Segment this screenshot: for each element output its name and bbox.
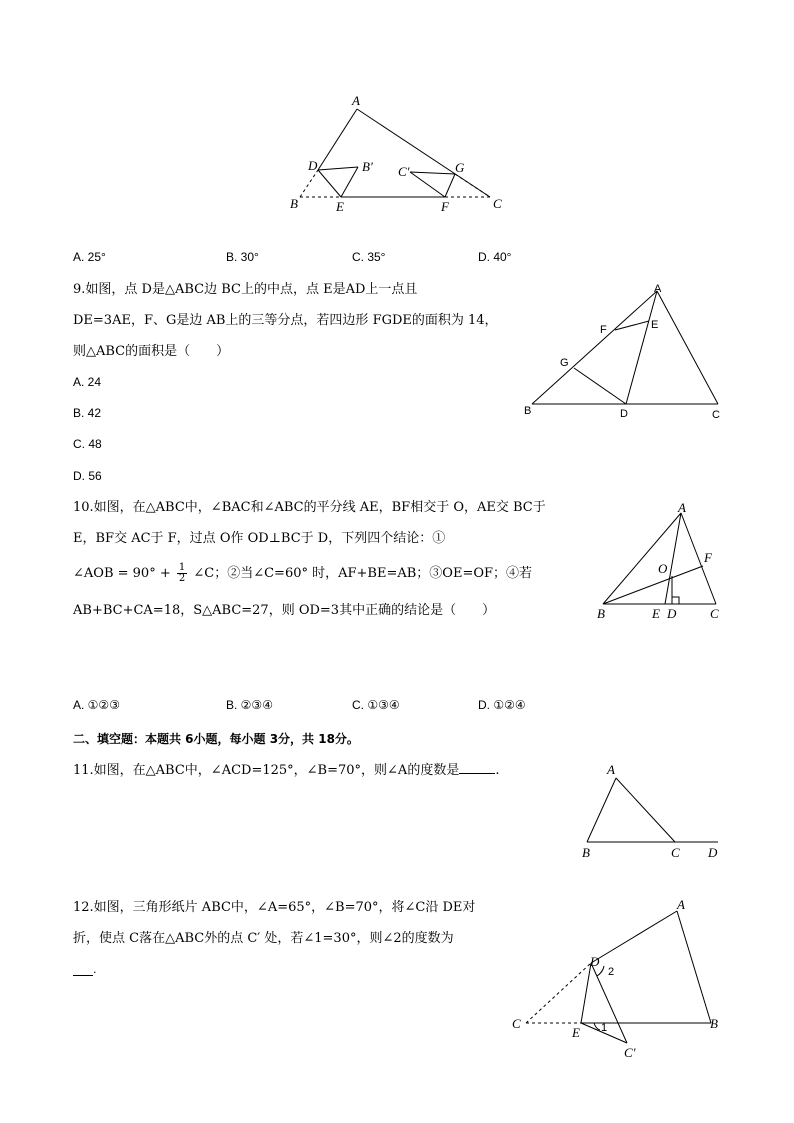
- q11-label-c: C: [671, 845, 680, 860]
- q10-text-line2: E，BF交 AC于 F，过点 O作 OD⊥BC于 D，下列四个结论：①: [73, 531, 446, 546]
- section-heading-fill-in: 二、填空题：本题共 6小题，每小题 3分，共 18分。: [73, 732, 359, 746]
- q12-text-line1: 12.如图，三角形纸片 ABC中，∠A=65°，∠B=70°，将∠C沿 DE对: [73, 900, 476, 915]
- label-a: A: [352, 93, 360, 108]
- q9-label-b: B: [524, 405, 532, 417]
- q9-text-line1: 9.如图，点 D是△ABC边 BC上的中点，点 E是AD上一点且: [73, 282, 418, 297]
- label-b: B: [290, 196, 298, 211]
- q12-label-b: B: [710, 1016, 718, 1031]
- figure-q12: [508, 895, 728, 1065]
- fraction-numerator: 1: [178, 562, 186, 573]
- label-e: E: [336, 199, 344, 214]
- label-c-prime: C′: [398, 164, 410, 179]
- q9-option-a[interactable]: A. 24: [73, 375, 102, 389]
- q11-text-body: 11.如图，在△ABC中，∠ACD=125°，∠B=70°，则∠A的度数是: [73, 763, 460, 778]
- q9-label-a: A: [654, 283, 662, 295]
- q10-text-line4: AB+BC+CA=18，S△ABC=27，则 OD=3其中正确的结论是（ ）: [73, 603, 496, 618]
- q12-label-e: E: [572, 1025, 580, 1040]
- figure-q9: [515, 280, 725, 425]
- q11-label-a: A: [607, 762, 615, 777]
- q12-text-end: .: [93, 963, 97, 976]
- q12-answer-blank[interactable]: [73, 963, 93, 976]
- q11-answer-blank[interactable]: [459, 761, 495, 774]
- q10-option-d[interactable]: D. ①②④: [478, 698, 526, 712]
- q9-text-line3: 则△ABC的面积是（ ）: [73, 344, 230, 359]
- q11-text: [73, 761, 499, 780]
- q12-label-a: A: [677, 897, 685, 912]
- q8-option-b[interactable]: B. 30°: [226, 250, 259, 264]
- q10-option-a[interactable]: A. ①②③: [73, 698, 120, 712]
- q12-label-d: D: [590, 954, 600, 969]
- q10-text-line1: 10.如图，在△ABC中，∠BAC和∠ABC的平分线 AE，BF相交于 O，AE交 BC于: [73, 500, 546, 515]
- q8-option-c[interactable]: C. 35°: [352, 250, 386, 264]
- q9-label-c: C: [712, 409, 720, 421]
- q10-formula-post: ∠C；②当∠C=60° 时，AF+BE=AB；③OE=OF；④若: [193, 566, 533, 581]
- q10-label-e: E: [652, 606, 660, 621]
- q9-option-c[interactable]: C. 48: [73, 437, 102, 451]
- q12-label-c-prime: C′: [624, 1045, 636, 1060]
- q10-option-b[interactable]: B. ②③④: [226, 698, 273, 712]
- q9-label-e: E: [651, 319, 659, 331]
- q10-formula-pre: ∠AOB = 90° +: [73, 566, 171, 581]
- q9-label-g: G: [560, 357, 569, 369]
- q10-text-line3: [73, 563, 532, 584]
- q11-text-end: .: [495, 763, 500, 778]
- q10-label-d: D: [667, 606, 677, 621]
- q10-label-c: C: [710, 606, 719, 621]
- q9-option-d[interactable]: D. 56: [73, 469, 102, 483]
- q9-label-d: D: [620, 408, 628, 420]
- figure-q8: [280, 92, 510, 222]
- q9-label-f: F: [600, 324, 607, 336]
- q11-label-b: B: [582, 845, 590, 860]
- fraction-denominator: 2: [178, 573, 186, 584]
- q10-label-b: B: [597, 606, 605, 621]
- label-d: D: [308, 158, 318, 173]
- label-c: C: [493, 196, 502, 211]
- q9-option-b[interactable]: B. 42: [73, 406, 102, 420]
- q9-text-line2: DE=3AE，F、G是边 AB上的三等分点，若四边形 FGDE的面积为 14，: [73, 313, 498, 328]
- label-g: G: [455, 160, 465, 175]
- q12-label-c: C: [512, 1016, 521, 1031]
- q12-text-line2: 折，使点 C落在△ABC外的点 C′ 处，若∠1=30°，则∠2的度数为: [73, 931, 454, 946]
- q10-label-f: F: [704, 550, 712, 565]
- q10-option-c[interactable]: C. ①③④: [352, 698, 400, 712]
- figure-q10: [590, 498, 725, 623]
- label-b-prime: B′: [362, 159, 373, 174]
- q8-option-d[interactable]: D. 40°: [478, 250, 512, 264]
- q8-option-a[interactable]: A. 25°: [73, 250, 106, 264]
- label-f: F: [441, 199, 449, 214]
- q12-angle-label-1: 1: [601, 1022, 608, 1034]
- q10-label-o: O: [658, 561, 668, 576]
- q10-fraction: [177, 563, 187, 584]
- q11-label-d: D: [708, 845, 718, 860]
- q10-label-a: A: [678, 500, 686, 515]
- q12-angle-label-2: 2: [608, 966, 615, 978]
- figure-q11: [578, 760, 728, 865]
